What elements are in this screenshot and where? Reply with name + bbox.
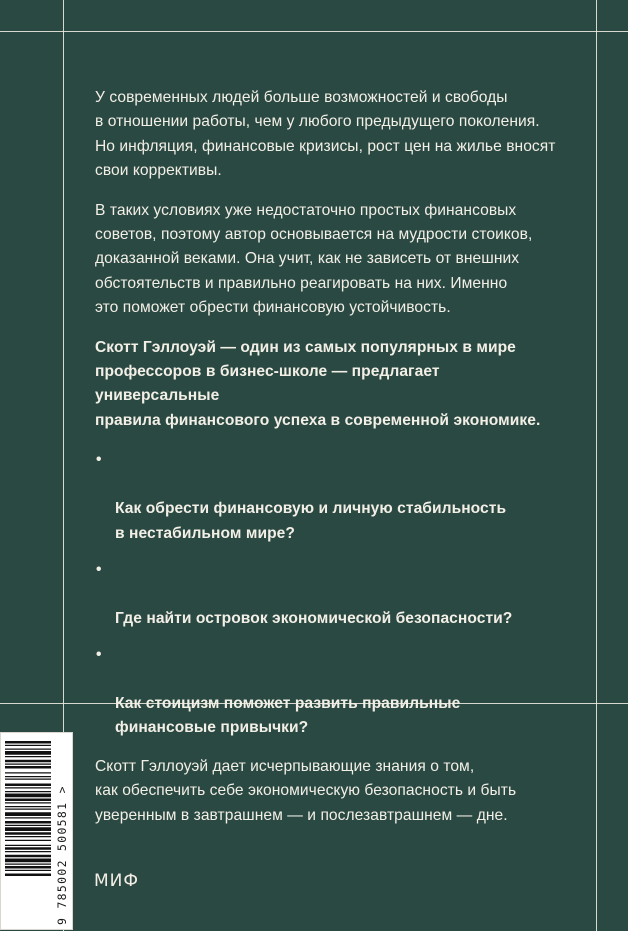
- barcode-bar: [5, 874, 51, 877]
- list-item: [95, 643, 565, 741]
- barcode-bar: [5, 864, 51, 865]
- barcode-bar: [5, 745, 51, 746]
- barcode-bar: [5, 827, 51, 831]
- question-text: Как стоицизм поможет развить правильные финансовые привычки?: [115, 694, 461, 737]
- intro-paragraph-1: У современных людей больше возможностей и свободы в отношении работы, чем у любого предыдущего поколения. Но инфляция, финансовые кризисы, рост цен на жилье вносят свои коррективы.: [95, 89, 556, 180]
- barcode-bar: [5, 760, 51, 763]
- barcode-bar: [5, 772, 51, 773]
- description-text-block: [95, 86, 565, 843]
- barcode-bar: [5, 847, 51, 850]
- barcode-bar: [5, 855, 51, 858]
- barcode-bar: [5, 799, 51, 802]
- list-item: [95, 558, 565, 631]
- bullet-icon: •: [96, 451, 102, 469]
- barcode-bar: [5, 840, 51, 841]
- barcode-bar: [5, 851, 51, 852]
- closing-paragraph: Скотт Гэллоуэй дает исчерпывающие знания о том, как обеспечить себе экономическую безопасность и быть уверенным в завтрашнем — и послезавтрашнем — дне.: [95, 757, 517, 824]
- barcode-bar: [5, 821, 51, 824]
- barcode-bar: [5, 779, 51, 780]
- barcode-bar: [5, 832, 51, 835]
- barcode-bar: [5, 776, 51, 777]
- barcode-bar: [5, 809, 51, 810]
- barcode-bar: [5, 812, 51, 816]
- barcode-bar: [5, 741, 51, 744]
- barcode-bar: [5, 787, 51, 788]
- bullet-icon: •: [96, 646, 102, 664]
- intro-paragraph-2: В таких условиях уже недостаточно простых финансовых советов, поэтому автор основывается на мудрости стоиков, доказанной веками. Она учит, как не зависеть от внешних обстоятельств и правильно реагировать на них. Именно это поможет обрести финансовую устойчивость.: [95, 201, 533, 317]
- publisher-logo: МИФ: [94, 871, 140, 891]
- barcode-bar: [5, 866, 51, 869]
- barcode-bar: [5, 791, 51, 792]
- barcode-bar: [5, 845, 51, 846]
- bullet-icon: •: [96, 560, 102, 578]
- barcode-bar: [5, 749, 51, 750]
- grid-line-horizontal-top: [0, 31, 628, 32]
- question-text: Где найти островок экономической безопасности?: [115, 609, 513, 627]
- author-intro-paragraph: Скотт Гэллоуэй — один из самых популярных в мире профессоров в бизнес-школе — предлагает универсальные правила финансового успеха в современной экономике.: [95, 338, 541, 429]
- questions-list: [95, 448, 565, 740]
- barcode-bar: [5, 859, 51, 863]
- question-text: Как обрести финансовую и личную стабильность в нестабильном мире?: [115, 500, 507, 542]
- barcode: [0, 732, 73, 930]
- barcode-bar: [5, 825, 51, 826]
- barcode-bar: [5, 870, 51, 871]
- barcode-bar: [5, 817, 51, 818]
- barcode-bar: [5, 802, 51, 803]
- barcode-bar: [5, 784, 51, 787]
- isbn-number: 9 785002 500581 >: [55, 785, 69, 925]
- barcode-bar: [5, 794, 51, 798]
- barcode-bar: [5, 836, 51, 837]
- barcode-bar: [5, 806, 51, 807]
- barcode-bars-icon: [5, 739, 51, 927]
- list-item: [95, 448, 565, 546]
- barcode-bar: [5, 766, 51, 769]
- barcode-bar: [5, 756, 51, 757]
- barcode-bar: [5, 764, 51, 765]
- barcode-bar: [5, 751, 51, 755]
- grid-line-vertical-right: [596, 0, 597, 931]
